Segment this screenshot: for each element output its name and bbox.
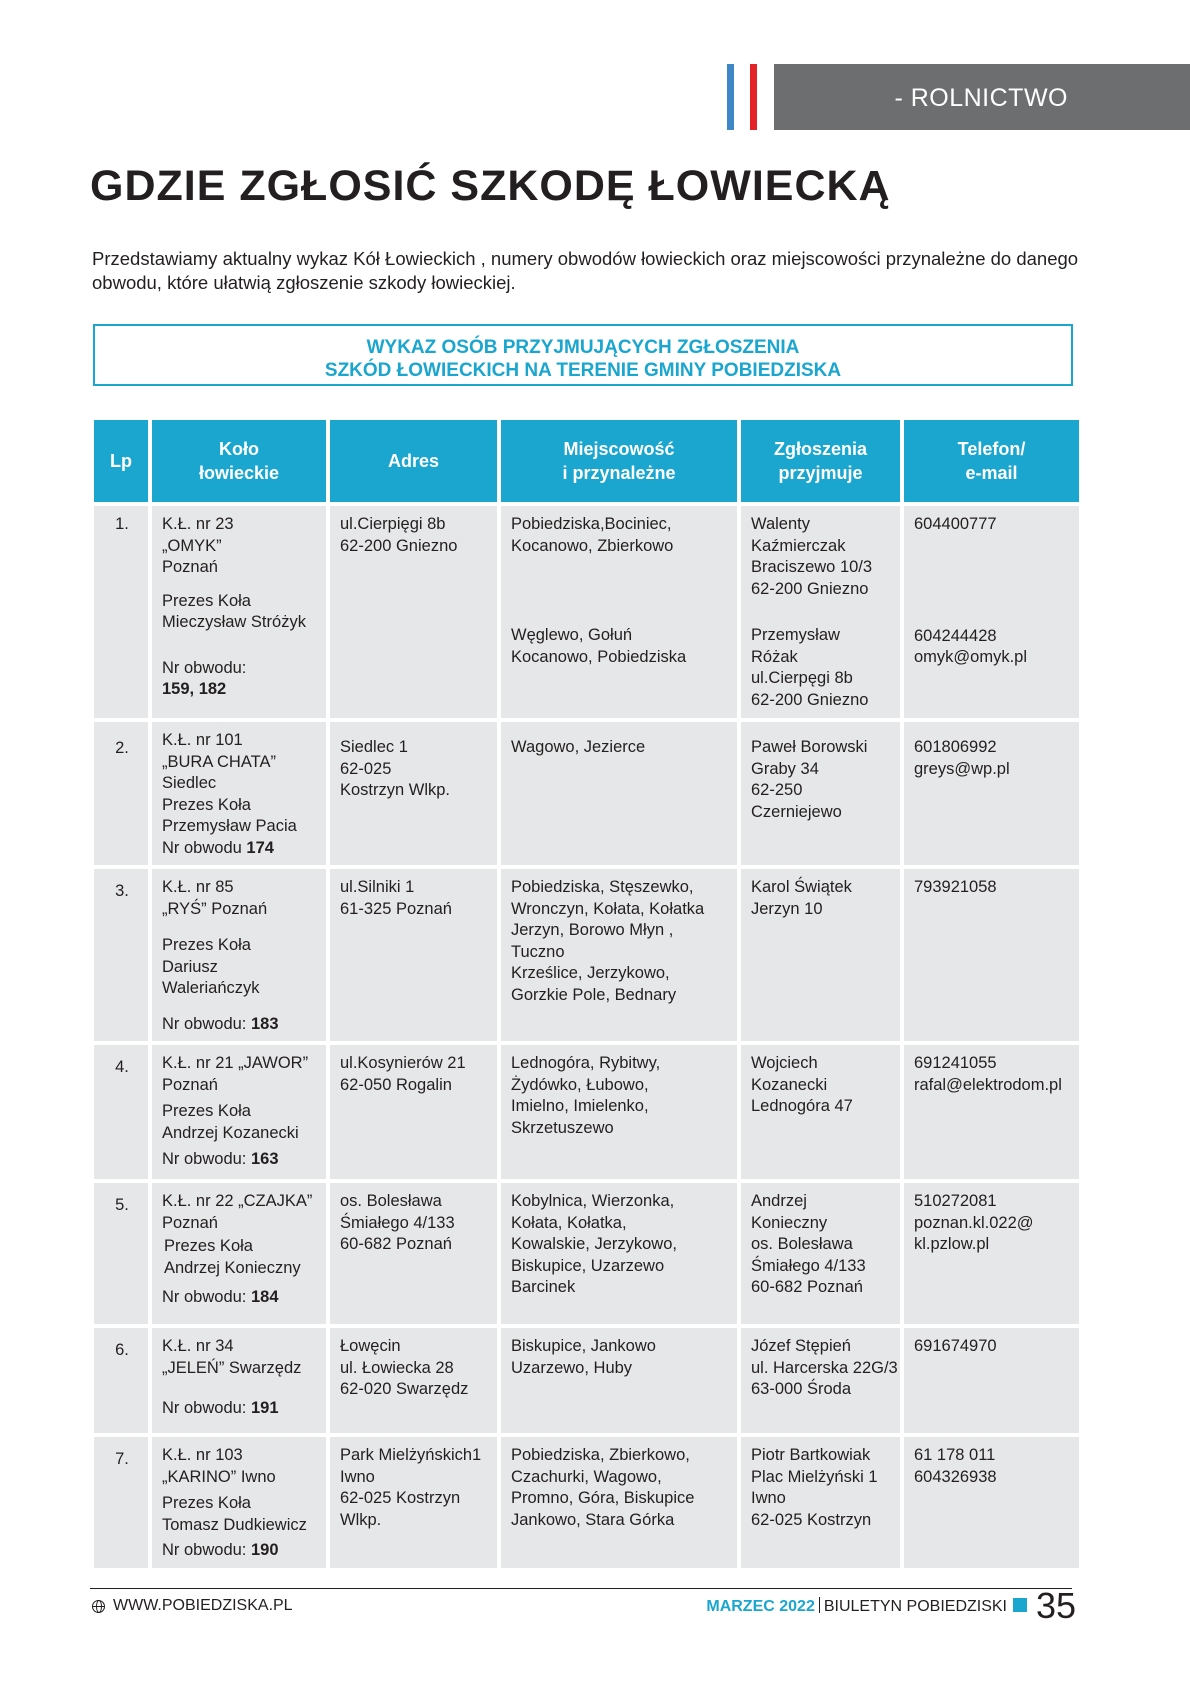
table-row — [94, 1183, 1079, 1324]
table-header-row — [94, 420, 1079, 502]
cell-adres: ul.Silniki 1 61-325 Poznań — [330, 869, 497, 1041]
cell-kolo: K.Ł. nr 103 „KARINO” Iwno Prezes Koła Tomasz Dudkiewicz Nr obwodu: 190 — [152, 1437, 326, 1568]
cell-adres: Łowęcin ul. Łowiecka 28 62-020 Swarzędz — [330, 1328, 497, 1433]
cell-adres: ul.Cierpięgi 8b 62-200 Gniezno — [330, 506, 497, 718]
cell-miejscowosc: Pobiedziska, Stęszewko, Wronczyn, Kołata, Kołatka Jerzyn, Borowo Młyn , Tuczno Krześlice, Jerzykowo, Gorzkie Pole, Bednary — [501, 869, 737, 1041]
cell-kolo: K.Ł. nr 21 „JAWOR” Poznań Prezes Koła Andrzej Kozanecki Nr obwodu: 163 — [152, 1045, 326, 1179]
table-heading-line-1: WYKAZ OSÓB PRZYJMUJĄCYCH ZGŁOSZENIA — [366, 337, 800, 358]
footer-website-label: WWW.POBIEDZISKA.PL — [113, 1597, 293, 1614]
col-header-adres: Adres — [330, 420, 497, 502]
cell-telefon: 601806992 greys@wp.pl — [904, 722, 1079, 865]
cell-zgloszenia: Paweł Borowski Graby 34 62-250 Czerniejewo — [741, 722, 900, 865]
cell-miejscowosc: Pobiedziska, Zbierkowo, Czachurki, Wagowo, Promno, Góra, Biskupice Jankowo, Stara Górka — [501, 1437, 737, 1568]
cell-kolo: K.Ł. nr 22 „CZAJKA” Poznań Prezes Koła Andrzej Konieczny Nr obwodu: 184 — [152, 1183, 326, 1324]
table-row — [94, 869, 1079, 1041]
footer-separator — [819, 1597, 820, 1613]
cell-lp: 1. — [94, 506, 148, 718]
cell-kolo: K.Ł. nr 23 „OMYK” Poznań Prezes Koła Mieczysław Stróżyk Nr obwodu: 159, 182 — [152, 506, 326, 718]
col-header-telefon: Telefon/ e-mail — [904, 420, 1079, 502]
header-stripes — [727, 64, 767, 130]
table-row — [94, 1045, 1079, 1179]
col-header-miejscowosc: Miejscowość i przynależne — [501, 420, 737, 502]
table-row — [94, 506, 1079, 718]
cell-telefon: 604400777 604244428 omyk@omyk.pl — [904, 506, 1079, 718]
cell-telefon: 61 178 011 604326938 — [904, 1437, 1079, 1568]
cell-miejscowosc: Pobiedziska,Bociniec, Kocanowo, Zbierkowo Węglewo, Gołuń Kocanowo, Pobiedziska — [501, 506, 737, 718]
table-row — [94, 1437, 1079, 1568]
cell-miejscowosc: Lednogóra, Rybitwy, Żydówko, Łubowo, Imielno, Imielenko, Skrzetuszewo — [501, 1045, 737, 1179]
cell-adres: Siedlec 1 62-025 Kostrzyn Wlkp. — [330, 722, 497, 865]
cell-miejscowosc: Wagowo, Jezierce — [501, 722, 737, 865]
cell-telefon: 510272081 poznan.kl.022@ kl.pzlow.pl — [904, 1183, 1079, 1324]
table-heading-box — [93, 324, 1073, 386]
page-title: GDZIE ZGŁOSIĆ SZKODĘ ŁOWIECKĄ — [90, 162, 891, 210]
red-stripe — [750, 64, 757, 130]
footer-publication — [706, 1597, 1007, 1616]
cell-zgloszenia: Andrzej Konieczny os. Bolesława Śmiałego 4/133 60-682 Poznań — [741, 1183, 900, 1324]
intro-paragraph: Przedstawiamy aktualny wykaz Kół Łowieckich , numery obwodów łowieckich oraz miejscowości przynależne do danego obwodu, które ułatwią zgłoszenie szkody łowieckiej. — [92, 248, 1079, 293]
footer-publication-name: BIULETYN POBIEDZISKI — [823, 1598, 1007, 1615]
cell-zgloszenia: Karol Świątek Jerzyn 10 — [741, 869, 900, 1041]
table-row — [94, 1328, 1079, 1433]
page-number: 35 — [1036, 1585, 1077, 1626]
footer-website[interactable] — [92, 1597, 293, 1615]
blue-stripe — [727, 64, 734, 130]
hunting-clubs-table — [90, 416, 1083, 1572]
cell-miejscowosc: Biskupice, Jankowo Uzarzewo, Huby — [501, 1328, 737, 1433]
cell-kolo: K.Ł. nr 34 „JELEŃ” Swarzędz Nr obwodu: 191 — [152, 1328, 326, 1433]
cell-adres: ul.Kosynierów 21 62-050 Rogalin — [330, 1045, 497, 1179]
cell-zgloszenia: Piotr Bartkowiak Plac Mielżyński 1 Iwno 62-025 Kostrzyn — [741, 1437, 900, 1568]
cell-miejscowosc: Kobylnica, Wierzonka, Kołata, Kołatka, Kowalskie, Jerzykowo, Biskupice, Uzarzewo Barcinek — [501, 1183, 737, 1324]
cell-kolo: K.Ł. nr 101 „BURA CHATA” Siedlec Prezes Koła Przemysław Pacia Nr obwodu 174 — [152, 722, 326, 865]
cell-zgloszenia: Walenty Kaźmierczak Braciszewo 10/3 62-200 Gniezno Przemysław Różak ul.Cierpęgi 8b 62-200 Gniezno — [741, 506, 900, 718]
cell-lp: 7. — [94, 1437, 148, 1568]
section-label: - ROLNICTWO — [894, 84, 1068, 112]
cell-telefon: 691241055 rafal@elektrodom.pl — [904, 1045, 1079, 1179]
table-heading-line-2: SZKÓD ŁOWIECKICH NA TERENIE GMINY POBIEDZISKA — [324, 360, 842, 381]
cell-telefon: 793921058 — [904, 869, 1079, 1041]
cell-telefon: 691674970 — [904, 1328, 1079, 1433]
cell-zgloszenia: Wojciech Kozanecki Lednogóra 47 — [741, 1045, 900, 1179]
table-row — [94, 722, 1079, 865]
cell-zgloszenia: Józef Stępień ul. Harcerska 22G/3 63-000 Środa — [741, 1328, 900, 1433]
footer-month: MARZEC 2022 — [706, 1598, 815, 1615]
cell-lp: 2. — [94, 722, 148, 865]
cell-lp: 4. — [94, 1045, 148, 1179]
cell-lp: 5. — [94, 1183, 148, 1324]
col-header-lp: Lp — [94, 420, 148, 502]
cell-lp: 6. — [94, 1328, 148, 1433]
cell-kolo: K.Ł. nr 85 „RYŚ” Poznań Prezes Koła Dariusz Waleriańczyk Nr obwodu: 183 — [152, 869, 326, 1041]
cell-adres: Park Mielżyńskich1 Iwno 62-025 Kostrzyn Wlkp. — [330, 1437, 497, 1568]
footer-divider — [90, 1588, 1072, 1589]
footer-square-icon — [1013, 1598, 1027, 1612]
globe-icon — [92, 1600, 105, 1613]
cell-adres: os. Bolesława Śmiałego 4/133 60-682 Poznań — [330, 1183, 497, 1324]
col-header-kolo: Koło łowieckie — [152, 420, 326, 502]
col-header-zgloszenia: Zgłoszenia przyjmuje — [741, 420, 900, 502]
cell-lp: 3. — [94, 869, 148, 1041]
